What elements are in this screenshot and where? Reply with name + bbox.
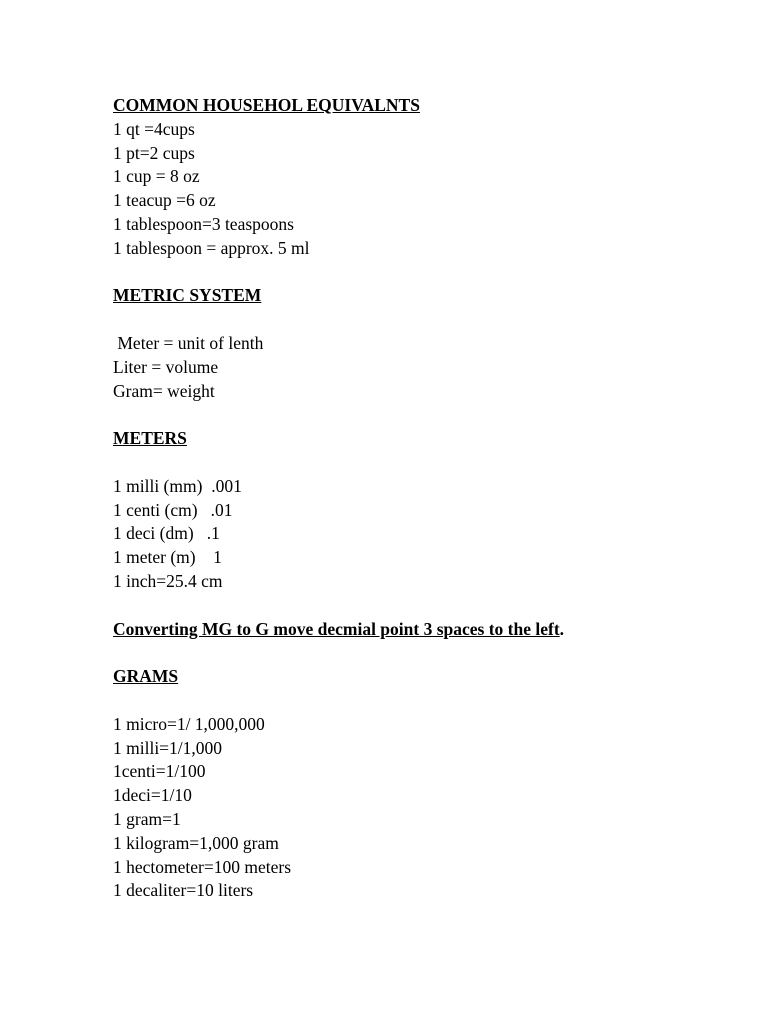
grams-heading: GRAMS [113, 666, 179, 687]
grams-line: 1deci=1/10 [113, 785, 192, 806]
spacer [113, 641, 733, 665]
metric-line: Liter = volume [113, 356, 219, 377]
spacer [113, 308, 733, 332]
household-line: 1 tablespoon = approx. 5 ml [113, 237, 310, 258]
grams-line: 1 hectometer=100 meters [113, 856, 291, 877]
meters-line: 1 inch=25.4 cm [113, 570, 223, 591]
metric-line: Meter = unit of lenth [113, 332, 264, 353]
converting-period: . [559, 618, 565, 639]
household-heading: COMMON HOUSEHOL EQUIVALNTS [113, 95, 420, 115]
household-line: 1 tablespoon=3 teaspoons [113, 213, 294, 234]
spacer [113, 261, 733, 285]
document-page [113, 94, 733, 903]
grams-line: 1 decaliter=10 liters [113, 880, 254, 901]
grams-line: 1 kilogram=1,000 gram [113, 832, 279, 853]
grams-line: 1 micro=1/ 1,000,000 [113, 713, 265, 734]
grams-line: 1centi=1/100 [113, 761, 206, 782]
meters-line: 1 meter (m) 1 [113, 547, 222, 568]
spacer [113, 403, 733, 427]
meters-line: 1 deci (dm) .1 [113, 523, 220, 544]
meters-line: 1 milli (mm) .001 [113, 475, 242, 496]
household-line: 1 cup = 8 oz [113, 166, 200, 187]
household-line: 1 pt=2 cups [113, 142, 195, 163]
converting-note [113, 618, 733, 642]
grams-line: 1 gram=1 [113, 808, 181, 829]
household-line: 1 qt =4cups [113, 118, 195, 139]
metric-heading: METRIC SYSTEM [113, 285, 262, 306]
spacer [113, 451, 733, 475]
converting-text: Converting MG to G move decmial point 3 spaces to the left [113, 618, 560, 639]
meters-heading: METERS [113, 428, 187, 449]
spacer [113, 689, 733, 713]
spacer [113, 594, 733, 618]
grams-line: 1 milli=1/1,000 [113, 737, 223, 758]
meters-line: 1 centi (cm) .01 [113, 499, 233, 520]
metric-line: Gram= weight [113, 380, 215, 401]
household-line: 1 teacup =6 oz [113, 190, 216, 211]
